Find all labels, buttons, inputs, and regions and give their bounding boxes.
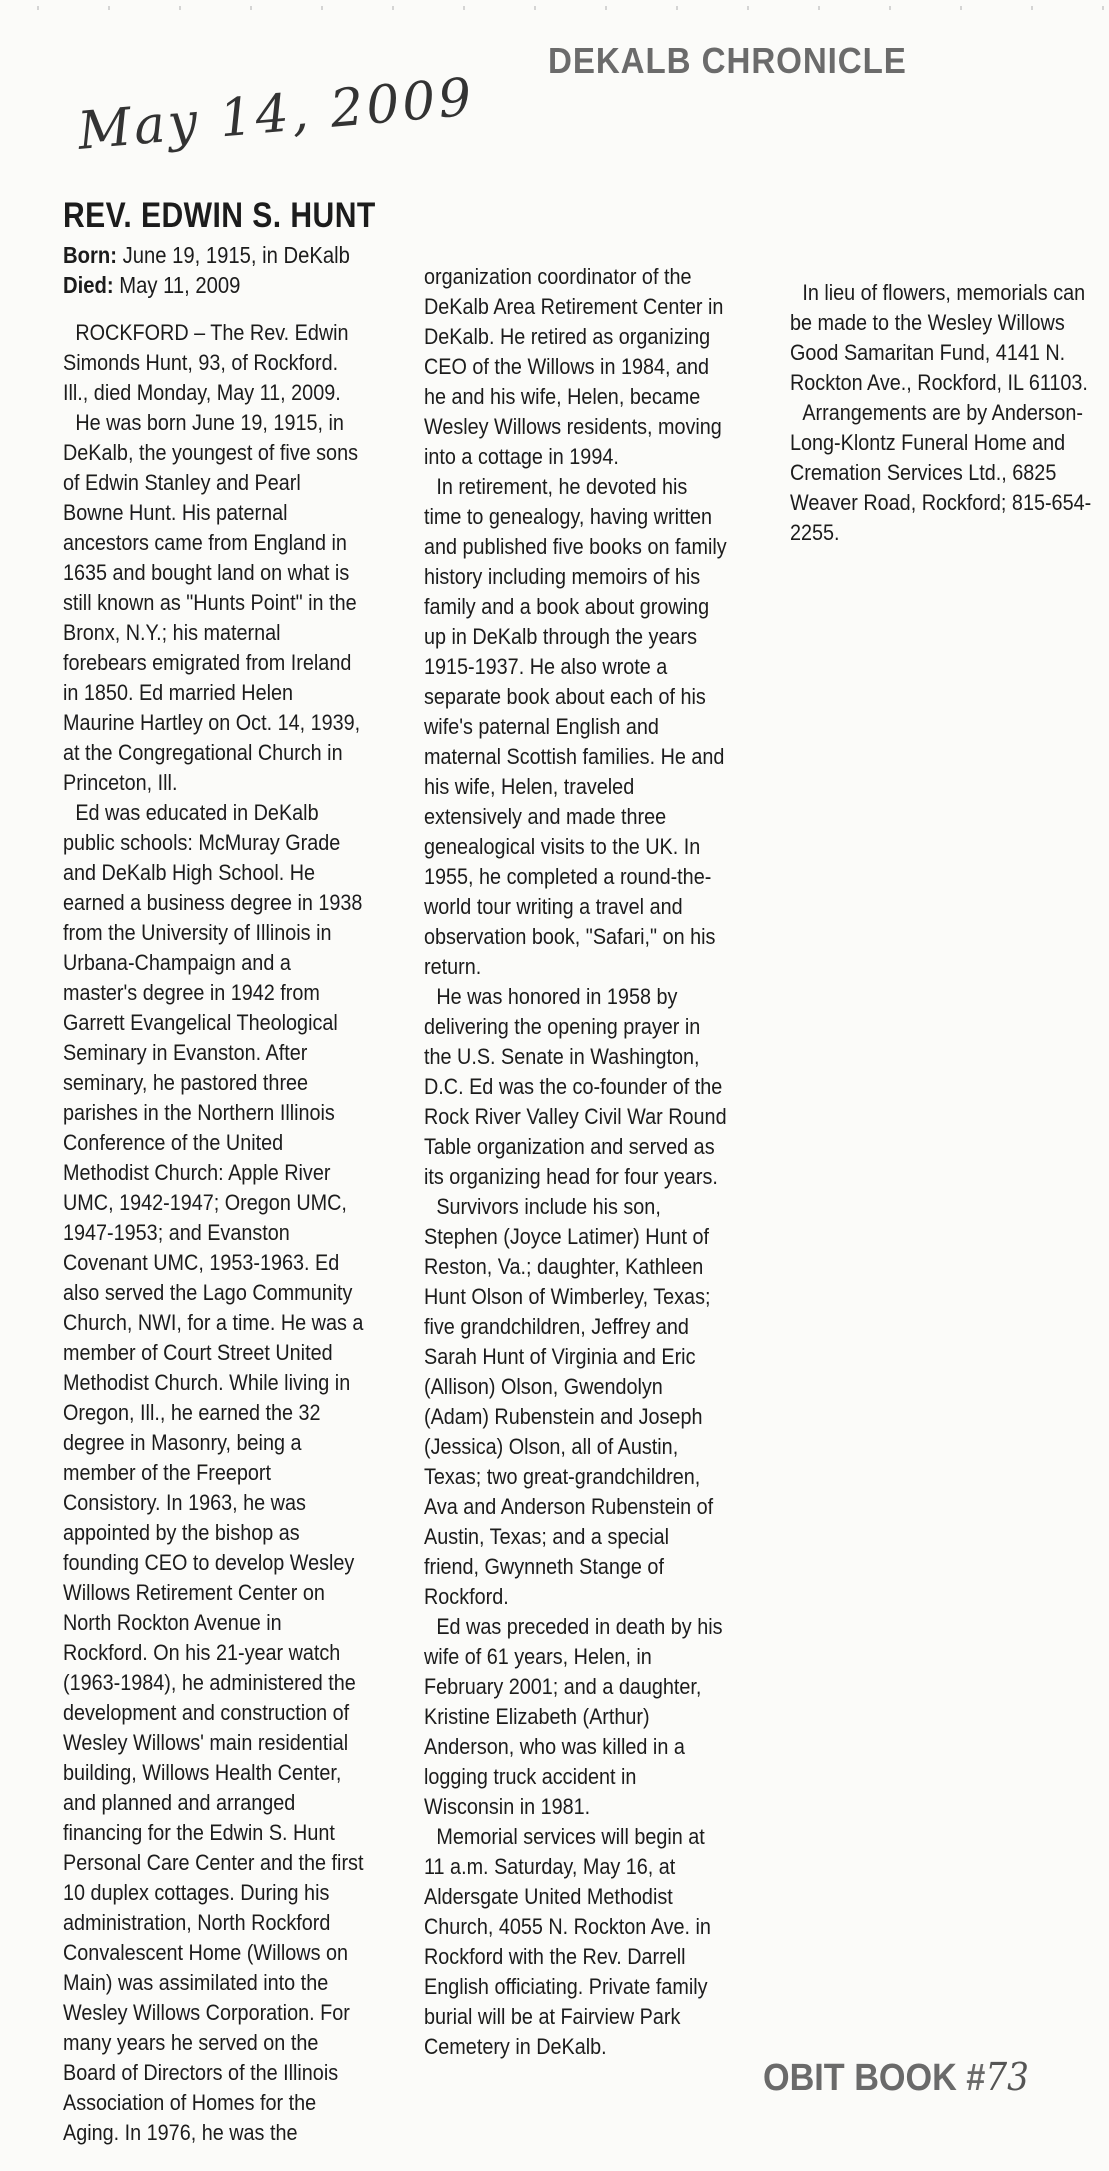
page-title: REV. EDWIN S. HUNT: [63, 196, 376, 235]
handwritten-date: May 14, 2009: [75, 67, 477, 162]
vitals: [63, 240, 350, 300]
paragraph: In lieu of flowers, memorials can be made to the Wesley Willows Good Samaritan Fund, 4141 N. Rockton Ave., Rockford, IL 61103.: [790, 280, 1088, 395]
paragraph: Arrangements are by Anderson-Long-Klontz Funeral Home and Cremation Services Ltd., 6825 Weaver Road, Rockford; 815-654-2255.: [790, 400, 1092, 545]
masthead: DEKALB CHRONICLE: [548, 40, 907, 81]
paragraph: In retirement, he devoted his time to genealogy, having written and published five books on family history including memoirs of his family and a book about growing up in DeKalb through the years 1915-1937. He also wrote a separate book about each of his wife's paternal English and maternal Scottish families. He and his wife, Helen, traveled extensively and made three genealogical visits to the UK. In 1955, he completed a round-the-world tour writing a travel and observation book, "Safari," on his return.: [424, 474, 727, 979]
paragraph: Memorial services will begin at 11 a.m. Saturday, May 16, at Aldersgate United Methodist Church, 4055 N. Rockton Ave. in Rockford with the Rev. Darrell English officiating. Private family burial will be at Fairview Park Cemetery in DeKalb.: [424, 1824, 711, 2059]
died-label: Died:: [63, 272, 114, 298]
obit-book-stamp: [763, 2055, 1029, 2100]
paragraph: Ed was educated in DeKalb public schools: McMuray Grade and DeKalb High School. He earned a business degree in 1938 from the University of Illinois in Urbana-Champaign and a master's degree in 1942 from Garrett Evangelical Theological Seminary in Evanston. After seminary, he pastored three parishes in the Northern Illinois Conference of the United Methodist Church: Apple River UMC, 1942-1947; Oregon UMC, 1947-1953; and Evanston Covenant UMC, 1953-1963. Ed also served the Lago Community Church, NWI, for a time. He was a member of Court Street United Methodist Church. While living in Oregon, Ill., he earned the 32 degree in Masonry, being a member of the Freeport Consistory. In 1963, he was appointed by the bishop as founding CEO to develop Wesley Willows Retirement Center on North Rockton Avenue in Rockford. On his 21-year watch (1963-1984), he administered the development and construction of Wesley Willows' main residential building, Willows Health Center, and planned and arranged financing for the Edwin S. Hunt Personal Care Center and the first 10 duplex cottages. During his administration, North Rockford Convalescent Home (Willows on Main) was assimilated into the Wesley Willows Corporation. For many years he served on the Board of Directors of the Illinois Association of Homes for the Aging. In 1976, he was the: [63, 800, 364, 2145]
paragraph: organization coordinator of the DeKalb Area Retirement Center in DeKalb. He retired as organizing CEO of the Willows in 1984, and he and his wife, Helen, became Wesley Willows residents, moving into a cottage in 1994.: [424, 264, 724, 469]
born-line: [63, 240, 350, 270]
died-line: [63, 270, 350, 300]
article-column-1: [63, 318, 367, 2148]
paragraph: He was honored in 1958 by delivering the opening prayer in the U.S. Senate in Washington, D.C. Ed was the co-founder of the Rock River Valley Civil War Round Table organization and served as its organizing head for four years.: [424, 984, 727, 1189]
obit-book-label: OBIT BOOK #: [763, 2057, 986, 2099]
paragraph: He was born June 19, 1915, in DeKalb, the youngest of five sons of Edwin Stanley and Pearl Bowne Hunt. His paternal ancestors came from England in 1635 and bought land on what is still known as "Hunts Point" in the Bronx, N.Y.; his maternal forebears emigrated from Ireland in 1850. Ed married Helen Maurine Hartley on Oct. 14, 1939, at the Congregational Church in Princeton, Ill.: [63, 410, 361, 795]
died-value: May 11, 2009: [119, 272, 241, 298]
paragraph: Ed was preceded in death by his wife of 61 years, Helen, in February 2001; and a daughter, Kristine Elizabeth (Arthur) Anderson, who was killed in a logging truck accident in Wisconsin in 1981.: [424, 1614, 723, 1819]
paragraph: Survivors include his son, Stephen (Joyce Latimer) Hunt of Reston, Va.; daughter, Kathleen Hunt Olson of Wimberley, Texas; five grandchildren, Jeffrey and Sarah Hunt of Virginia and Eric (Allison) Olson, Gwendolyn (Adam) Rubenstein and Joseph (Jessica) Olson, all of Austin, Texas; two great-grandchildren, Ava and Anderson Rubenstein of Austin, Texas; and a special friend, Gwynneth Stange of Rockford.: [424, 1194, 714, 1609]
article-column-2: [424, 262, 728, 2062]
obit-book-number: 73: [985, 2055, 1029, 2099]
scan-speckle: [0, 6, 1109, 10]
born-label: Born:: [63, 242, 117, 268]
paragraph: ROCKFORD – The Rev. Edwin Simonds Hunt, 93, of Rockford. Ill., died Monday, May 11, 2009.: [63, 320, 349, 405]
article-column-3: [790, 278, 1094, 548]
born-value: June 19, 1915, in DeKalb: [122, 242, 350, 268]
